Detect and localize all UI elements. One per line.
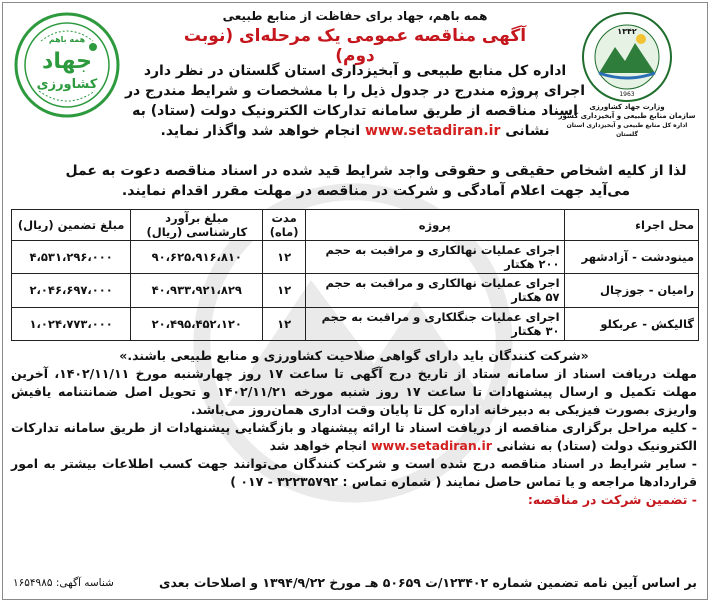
footer-row bbox=[13, 575, 697, 595]
org-emblem-icon bbox=[581, 11, 673, 103]
notice-body bbox=[11, 347, 697, 509]
stages-paragraph bbox=[11, 419, 697, 455]
table-row bbox=[12, 274, 699, 307]
table-header-row bbox=[12, 210, 699, 241]
notice-title: آگهی مناقصه عمومی یک مرحله‌ای (نوبت دوم) bbox=[183, 26, 527, 66]
intro-text: اداره کل منابع طبیعی و آبخیزداری استان گلستان در نظر دارد اجرای پروژه مندرج در جدول ذیل را با مشخصات و شرایط مندرج در اسناد مناقصه از طریق سامانه تدارکات الکترونیک دولت (ستاد) به نشانی bbox=[124, 63, 586, 139]
cell-duration: ۱۲ bbox=[263, 241, 306, 274]
stages-text-end: انجام خواهد شد bbox=[269, 438, 367, 453]
jahad-logo-top-text: همه باهم bbox=[48, 35, 86, 44]
certification-note: «شرکت کنندگان باید دارای گواهی صلاحیت کشاورزی و منابع طبیعی باشند.» bbox=[119, 348, 589, 363]
jahad-logo-main-text: جهاد bbox=[42, 49, 92, 74]
cell-estimate: ۲۰،۴۹۵،۴۵۲،۱۲۰ bbox=[131, 307, 263, 340]
ad-id: شناسه آگهی: ۱۶۵۴۹۸۵ bbox=[13, 577, 114, 589]
cell-guarantee: ۴،۵۳۱،۲۹۶،۰۰۰ bbox=[12, 241, 131, 274]
cell-guarantee: ۲،۰۴۶،۶۹۷،۰۰۰ bbox=[12, 274, 131, 307]
stages-text: - کلیه مراحل برگزاری مناقصه از دریافت اسناد تا ارائه پیشنهاد و بازگشایی پیشنهادات از طریق سامانه تدارکات الکترونیک دولت (ستاد) به نشانی bbox=[11, 420, 697, 453]
setad-url[interactable]: www.setadiran.ir bbox=[365, 123, 501, 139]
header-project: پروژه bbox=[305, 210, 564, 241]
table-row bbox=[12, 307, 699, 340]
header-place: محل اجراء bbox=[564, 210, 698, 241]
deadline-paragraph: مهلت دریافت اسناد از سامانه ستاد از تاریخ درج آگهی تا ساعت ۱۷ روز چهارشنبه مورخ ۱۴۰۲/۱۱/۱۱، آخرین مهلت تکمیل و ارسال پیشنهادات تا ساعت ۱۷ روز شنبه مورخه ۱۴۰۲/۱۱/۲۱ و تحویل اصل ضمانتنامه یافیش واریزی بصورت فیزیکی به دبیرخانه اداره کل تا پایان وقت اداری همان‌روز می‌باشد. bbox=[11, 366, 697, 417]
cell-duration: ۱۲ bbox=[263, 307, 306, 340]
tender-table bbox=[11, 209, 699, 341]
cell-estimate: ۴۰،۹۳۳،۹۲۱،۸۲۹ bbox=[131, 274, 263, 307]
org-logo-year: ۱۳۴۲ bbox=[617, 27, 637, 36]
cell-estimate: ۹۰،۶۲۵،۹۱۶،۸۱۰ bbox=[131, 241, 263, 274]
cell-guarantee: ۱،۰۲۴،۷۷۳،۰۰۰ bbox=[12, 307, 131, 340]
table-row bbox=[12, 241, 699, 274]
org-line-2: سازمان منابع طبیعی و آبخیزداری کشور bbox=[558, 112, 696, 120]
header-duration: مدت (ماه) bbox=[263, 210, 306, 241]
header-estimate: مبلغ برآورد کارشناسی (ریال) bbox=[131, 210, 263, 241]
participants-invitation: لذا از کلیه اشخاص حقیقی و حقوقی واجد شرایط قید شده در اسناد مناقصه دعوت به عمل می‌آید جهت اعلام آمادگی و شرکت در مناقصه در مهلت مقرر اقدام نمایند. bbox=[65, 163, 687, 199]
intro-paragraph bbox=[121, 61, 589, 141]
header-guarantee: مبلغ تضمین (ریال) bbox=[12, 210, 131, 241]
notice-header bbox=[163, 7, 547, 66]
cell-project: اجرای عملیات جنگلکاری و مراقبت به حجم ۳۰ هکتار bbox=[305, 307, 564, 340]
org-logo-since: 1963 bbox=[619, 91, 635, 98]
cell-place: گالیکش - عربکلو bbox=[564, 307, 698, 340]
cell-project: اجرای عملیات نهالکاری و مراقبت به حجم ۵۷ هکتار bbox=[305, 274, 564, 307]
jahad-logo-sub-text: کشاورزی bbox=[36, 77, 98, 92]
org-line-1: وزارت جهاد کشاورزی bbox=[589, 103, 665, 111]
cell-place: رامیان - جوزچال bbox=[564, 274, 698, 307]
org-line-3: اداره کل منابع طبیعی و آبخیزداری استان گلستان bbox=[566, 122, 688, 138]
jahad-keshavarzi-logo bbox=[13, 11, 121, 119]
cell-project: اجرای عملیات نهالکاری و مراقبت به حجم ۲۰۰ هکتار bbox=[305, 241, 564, 274]
cell-place: مینودشت - آزادشهر bbox=[564, 241, 698, 274]
slogan-line: همه باهم، جهاد برای حفاظت از منابع طبیعی bbox=[222, 9, 488, 23]
guarantee-basis: بر اساس آیین نامه تضمین شماره ۱۲۳۴۰۲/ت ۵۰۶۵۹ هـ مورخ ۱۳۹۴/۹/۲۲ و اصلاحات بعدی bbox=[159, 575, 697, 590]
other-terms-paragraph: - سایر شرایط در اسناد مناقصه درج شده است و شرکت کنندگان می‌توانند جهت کسب اطلاعات بیشتر به امور قراردادها مراجعه و یا تماس حاصل نمایند ( شماره تماس : ۳۲۲۳۵۷۹۲ - ۰۱۷ ) bbox=[11, 456, 697, 489]
intro-text-end: انجام خواهد شد واگذار نماید. bbox=[160, 123, 361, 139]
cell-duration: ۱۲ bbox=[263, 274, 306, 307]
guarantee-title: - تضمین شرکت در مناقصه: bbox=[527, 492, 697, 507]
tender-notice bbox=[2, 2, 708, 600]
setad-url-2[interactable]: www.setadiran.ir bbox=[371, 438, 492, 453]
